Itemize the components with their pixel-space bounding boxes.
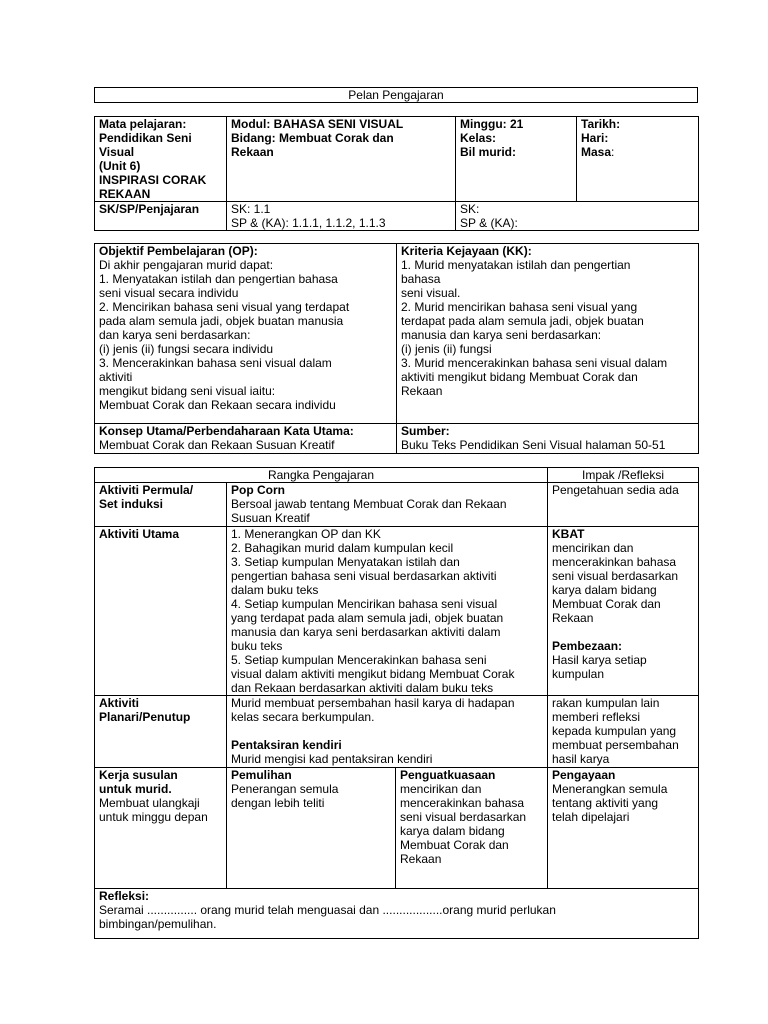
date-label: Tarikh: bbox=[581, 117, 621, 131]
pengukuhan-line: seni visual berdasarkan bbox=[400, 810, 527, 824]
pengukuhan-line: mencerakinkan bahasa bbox=[400, 796, 525, 810]
module-line: Bidang: Membuat Corak dan bbox=[231, 131, 394, 145]
pentaksiran-text: Murid mengisi kad pentaksiran kendiri bbox=[231, 752, 433, 766]
planari-impact-line: membuat persembahan bbox=[552, 738, 679, 752]
utama-label: Aktiviti Utama bbox=[95, 527, 227, 696]
op-line: 3. Mencerakinkan bahasa seni visual dalam bbox=[99, 356, 332, 370]
week-cell bbox=[456, 117, 577, 202]
sumber-cell bbox=[397, 424, 699, 454]
sumber-heading: Sumber: bbox=[401, 424, 450, 438]
subject-line: INSPIRASI CORAK bbox=[99, 173, 207, 187]
planari-label-cell bbox=[95, 696, 227, 768]
pengukuhan-line: karya dalam bidang bbox=[400, 824, 505, 838]
sk1-line: SK: 1.1 bbox=[231, 202, 271, 216]
kk-line: (i) jenis (ii) fungsi bbox=[401, 342, 492, 356]
op-line: Di akhir pengajaran murid dapat: bbox=[99, 258, 274, 272]
op-line: (i) jenis (ii) fungsi secara individu bbox=[99, 342, 274, 356]
permula-line: Bersoal jawab tentang Membuat Corak dan Rekaan bbox=[231, 497, 507, 511]
pemulihan-heading: Pemulihan bbox=[231, 768, 292, 782]
konsep-heading: Konsep Utama/Perbendaharaan Kata Utama: bbox=[99, 424, 354, 438]
utama-line: manusia dan karya seni berdasarkan aktiviti dalam bbox=[231, 625, 501, 639]
sk2-cell bbox=[456, 202, 699, 231]
kk-line: 3. Murid mencerakinkan bahasa seni visual dalam bbox=[401, 356, 668, 370]
utama-line: dan Rekaan berdasarkan aktiviti dalam buku teks bbox=[231, 681, 494, 695]
sumber-text: Buku Teks Pendidikan Seni Visual halaman 50-51 bbox=[401, 438, 666, 452]
pengukuhan-line: mencirikan dan bbox=[400, 782, 482, 796]
week-line: Minggu: 21 bbox=[460, 117, 524, 131]
kerja-label: untuk murid. bbox=[99, 782, 172, 796]
kbat-heading: KBAT bbox=[552, 527, 585, 541]
subject-line: REKAAN bbox=[99, 187, 151, 201]
kerja-line: Membuat ulangkaji bbox=[99, 796, 200, 810]
framework-table bbox=[94, 467, 699, 939]
utama-line: pengertian bahasa seni visual berdasarkan aktiviti bbox=[231, 569, 497, 583]
kk-line: aktiviti mengikut bidang Membuat Corak dan bbox=[401, 370, 638, 384]
utama-line: 5. Setiap kumpulan Mencerakinkan bahasa seni bbox=[231, 653, 487, 667]
pemulihan-line: Penerangan semula bbox=[231, 782, 339, 796]
impact-header: Impak /Refleksi bbox=[548, 468, 699, 483]
pengukuhan-line: Membuat Corak dan bbox=[400, 838, 509, 852]
pembezaan-line: kumpulan bbox=[552, 667, 605, 681]
utama-line: 2. Bahagikan murid dalam kumpulan kecil bbox=[231, 541, 454, 555]
permula-title: Pop Corn bbox=[231, 483, 285, 497]
kerja-cell bbox=[95, 768, 227, 889]
sk-label: SK/SP/Penjajaran bbox=[95, 202, 227, 231]
utama-line: 1. Menerangkan OP dan KK bbox=[231, 527, 381, 541]
kbat-line: seni visual berdasarkan bbox=[552, 569, 679, 583]
kk-line: 2. Murid mencirikan bahasa seni visual yang bbox=[401, 300, 638, 314]
date-cell bbox=[577, 117, 699, 202]
planari-line: Murid membuat persembahan hasil karya di hadapan bbox=[231, 696, 515, 710]
pemulihan-cell bbox=[227, 768, 396, 889]
planari-impact-line: rakan kumpulan lain bbox=[552, 696, 660, 710]
refleksi-line: Seramai ............... orang murid telah menguasai dan ..................orang murid perlukan bbox=[99, 903, 556, 917]
utama-line: buku teks bbox=[231, 639, 283, 653]
pemulihan-line: dengan lebih teliti bbox=[231, 796, 325, 810]
refleksi-line: bimbingan/pemulihan. bbox=[99, 917, 217, 931]
kerja-label: Kerja susulan bbox=[99, 768, 178, 782]
subject-cell bbox=[95, 117, 227, 202]
utama-line: yang terdapat pada alam semula jadi, objek buatan bbox=[231, 611, 504, 625]
kbat-line: karya dalam bidang bbox=[552, 583, 657, 597]
module-cell bbox=[227, 117, 456, 202]
kk-line: bahasa bbox=[401, 272, 441, 286]
time-label: Masa bbox=[581, 145, 612, 159]
op-line: aktiviti bbox=[99, 370, 133, 384]
op-line: 1. Menyatakan istilah dan pengertian bahasa bbox=[99, 272, 338, 286]
planari-cell bbox=[227, 696, 548, 768]
op-line: pada alam semula jadi, objek buatan manusia bbox=[99, 314, 344, 328]
kk-line: manusia dan karya seni berdasarkan: bbox=[401, 328, 602, 342]
kk-line: Rekaan bbox=[401, 384, 443, 398]
utama-cell bbox=[227, 527, 548, 696]
op-line: seni visual secara individu bbox=[99, 286, 239, 300]
planari-impact-line: memberi refleksi bbox=[552, 710, 641, 724]
konsep-cell bbox=[95, 424, 397, 454]
kbat-line: Rekaan bbox=[552, 611, 594, 625]
framework-header: Rangka Pengajaran bbox=[95, 468, 548, 483]
permula-impact: Pengetahuan sedia ada bbox=[548, 483, 699, 527]
op-cell bbox=[95, 244, 397, 424]
kk-line: terdapat pada alam semula jadi, objek buatan bbox=[401, 314, 644, 328]
info-table bbox=[94, 116, 699, 231]
pengayaan-cell bbox=[548, 768, 699, 889]
module-line: Modul: BAHASA SENI VISUAL bbox=[231, 117, 404, 131]
pengukuhan-heading: Penguatkuasaan bbox=[400, 768, 496, 782]
op-line: mengikut bidang seni visual iaitu: bbox=[99, 384, 276, 398]
subject-line: Visual bbox=[99, 145, 135, 159]
permula-label: Set induksi bbox=[99, 497, 164, 511]
day-label: Hari: bbox=[581, 131, 609, 145]
planari-label: Planari/Penutup bbox=[99, 710, 191, 724]
utama-line: visual dalam aktiviti mengikut bidang Membuat Corak bbox=[231, 667, 515, 681]
time-colon: : bbox=[611, 145, 615, 159]
refleksi-heading: Refleksi: bbox=[99, 889, 150, 903]
utama-line: dalam buku teks bbox=[231, 583, 319, 597]
pengayaan-line: telah dipelajari bbox=[552, 810, 630, 824]
kk-cell bbox=[397, 244, 699, 424]
permula-cell bbox=[227, 483, 548, 527]
planari-impact-cell bbox=[548, 696, 699, 768]
refleksi-cell bbox=[95, 889, 699, 939]
pentaksiran-heading: Pentaksiran kendiri bbox=[231, 738, 342, 752]
kbat-line: Membuat Corak dan bbox=[552, 597, 661, 611]
module-line: Rekaan bbox=[231, 145, 274, 159]
permula-label-cell bbox=[95, 483, 227, 527]
sk1-line: SP & (KA): 1.1.1, 1.1.2, 1.1.3 bbox=[231, 216, 386, 230]
planari-line: kelas secara berkumpulan. bbox=[231, 710, 375, 724]
konsep-text: Membuat Corak dan Rekaan Susuan Kreatif bbox=[99, 438, 335, 452]
pengayaan-line: Menerangkan semula bbox=[552, 782, 668, 796]
title-table bbox=[94, 87, 698, 103]
utama-line: 4. Setiap kumpulan Mencirikan bahasa seni visual bbox=[231, 597, 498, 611]
kk-heading: Kriteria Kejayaan (KK): bbox=[401, 244, 532, 258]
page-title: Pelan Pengajaran bbox=[95, 88, 698, 103]
sk2-line: SK: bbox=[460, 202, 480, 216]
subject-line: Mata pelajaran: bbox=[99, 117, 187, 131]
op-heading: Objektif Pembelajaran (OP): bbox=[99, 244, 258, 258]
pembezaan-line: Hasil karya setiap bbox=[552, 653, 647, 667]
permula-label: Aktiviti Permula/ bbox=[99, 483, 194, 497]
op-line: 2. Mencirikan bahasa seni visual yang terdapat bbox=[99, 300, 350, 314]
permula-line: Susuan Kreatif bbox=[231, 511, 310, 525]
pengayaan-line: tentang aktiviti yang bbox=[552, 796, 659, 810]
pembezaan-heading: Pembezaan: bbox=[552, 639, 623, 653]
pengayaan-heading: Pengayaan bbox=[552, 768, 616, 782]
planari-impact-line: hasil karya bbox=[552, 752, 610, 766]
sk1-cell bbox=[227, 202, 456, 231]
planari-impact-line: kepada kumpulan yang bbox=[552, 724, 677, 738]
pengukuhan-line: Rekaan bbox=[400, 852, 442, 866]
sk2-line: SP & (KA): bbox=[460, 216, 518, 230]
kk-line: seni visual. bbox=[401, 286, 461, 300]
op-line: Membuat Corak dan Rekaan secara individu bbox=[99, 398, 336, 412]
planari-label: Aktiviti bbox=[99, 696, 140, 710]
pengukuhan-cell bbox=[396, 768, 548, 889]
kerja-line: untuk minggu depan bbox=[99, 810, 208, 824]
utama-line: 3. Setiap kumpulan Menyatakan istilah dan bbox=[231, 555, 460, 569]
objectives-table bbox=[94, 243, 699, 454]
kbat-line: mencirikan dan bbox=[552, 541, 634, 555]
subject-line: (Unit 6) bbox=[99, 159, 141, 173]
student-count-line: Bil murid: bbox=[460, 145, 516, 159]
op-line: dan karya seni berdasarkan: bbox=[99, 328, 251, 342]
kbat-cell bbox=[548, 527, 699, 696]
kbat-line: mencerakinkan bahasa bbox=[552, 555, 677, 569]
subject-line: Pendidikan Seni bbox=[99, 131, 192, 145]
kk-line: 1. Murid menyatakan istilah dan pengertian bbox=[401, 258, 631, 272]
class-line: Kelas: bbox=[460, 131, 497, 145]
